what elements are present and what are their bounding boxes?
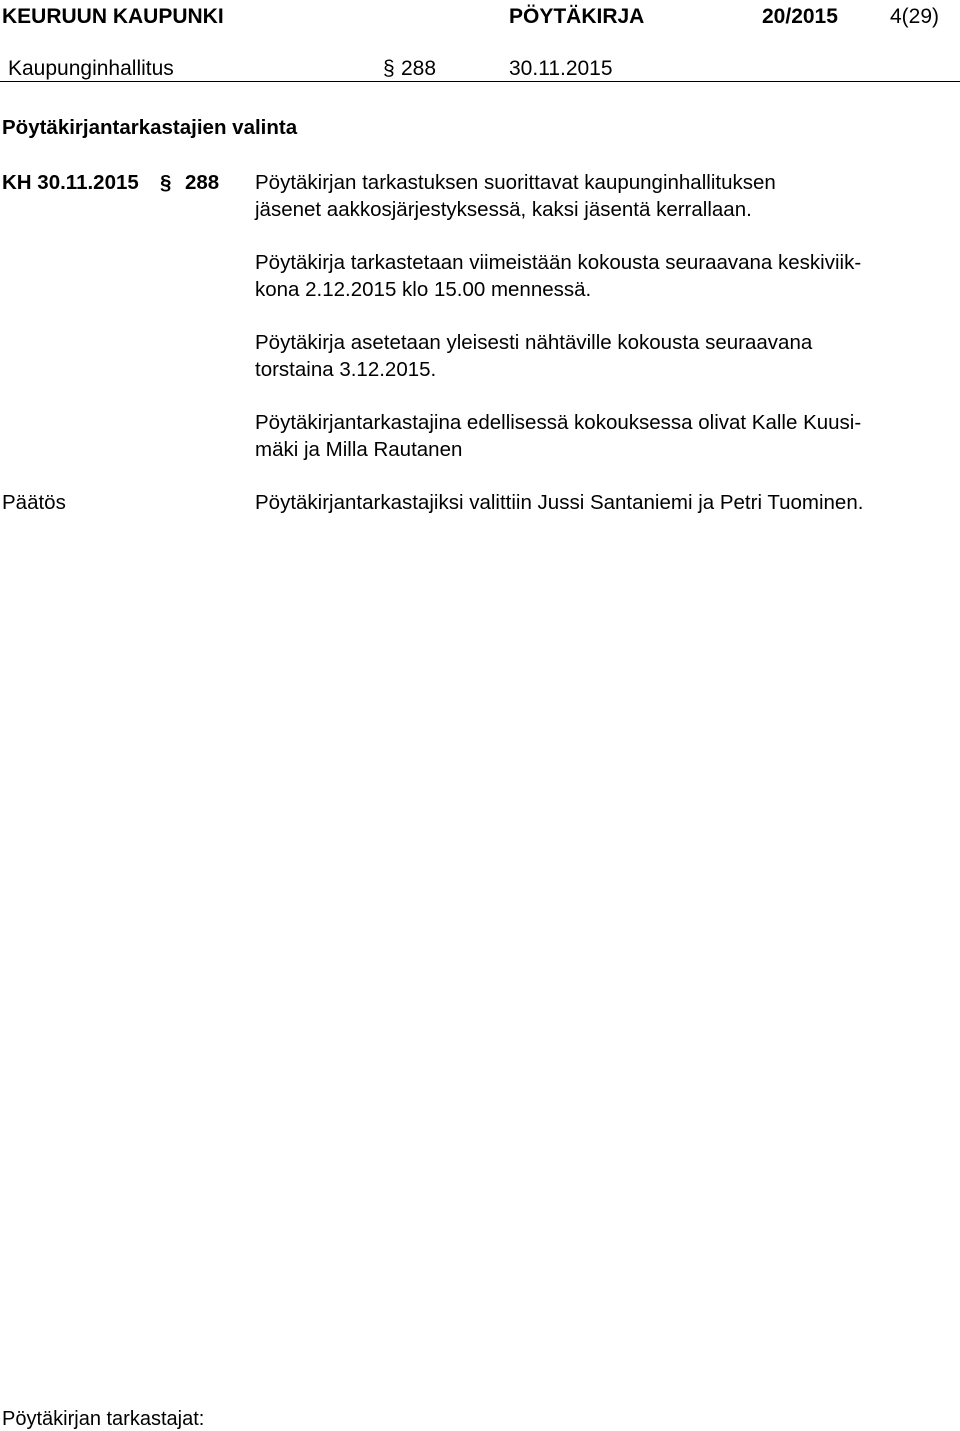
decision-text	[255, 490, 955, 517]
section-number: 288	[401, 57, 437, 80]
paragraph-2	[255, 250, 955, 303]
document-number: 20/2015	[762, 5, 838, 28]
paragraph-line: Pöytäkirja tarkastetaan viimeistään kokousta seuraavana keskiviik-	[255, 251, 862, 274]
paragraph-line: jäsenet aakkosjärjestyksessä, kaksi jäsentä kerrallaan.	[255, 197, 752, 221]
header-divider	[0, 81, 960, 82]
paragraph-line: mäki ja Milla Rautanen	[255, 437, 463, 461]
meeting-date: 30.11.2015	[509, 57, 613, 80]
decision-line: Pöytäkirjantarkastajiksi valittiin Jussi Santaniemi ja Petri Tuominen.	[255, 491, 864, 514]
paragraph-1	[255, 170, 955, 223]
paragraph-4	[255, 410, 955, 463]
page-indicator: 4(29)	[890, 5, 940, 28]
decision-label: Päätös	[2, 491, 66, 514]
reference-symbol: §	[160, 171, 172, 194]
reference-prefix: KH 30.11.2015	[2, 171, 139, 194]
paragraph-line: kona 2.12.2015 klo 15.00 mennessä.	[255, 277, 592, 301]
paragraph-line: Pöytäkirjantarkastajina edellisessä kokouksessa olivat Kalle Kuusi-	[255, 411, 862, 434]
paragraph-line: Pöytäkirjan tarkastuksen suorittavat kaupunginhallituksen	[255, 171, 776, 194]
paragraph-3	[255, 330, 955, 383]
organization-name: KEURUUN KAUPUNKI	[2, 5, 224, 28]
reference-number: 288	[185, 171, 220, 194]
reviewers-label: Pöytäkirjan tarkastajat:	[2, 1408, 205, 1430]
governing-body: Kaupunginhallitus	[8, 57, 174, 80]
item-title: Pöytäkirjantarkastajien valinta	[2, 116, 298, 139]
document-type: PÖYTÄKIRJA	[509, 5, 645, 28]
paragraph-line: Pöytäkirja asetetaan yleisesti nähtäville kokousta seuraavana	[255, 331, 813, 354]
section-symbol: §	[383, 57, 395, 80]
paragraph-line: torstaina 3.12.2015.	[255, 357, 437, 381]
